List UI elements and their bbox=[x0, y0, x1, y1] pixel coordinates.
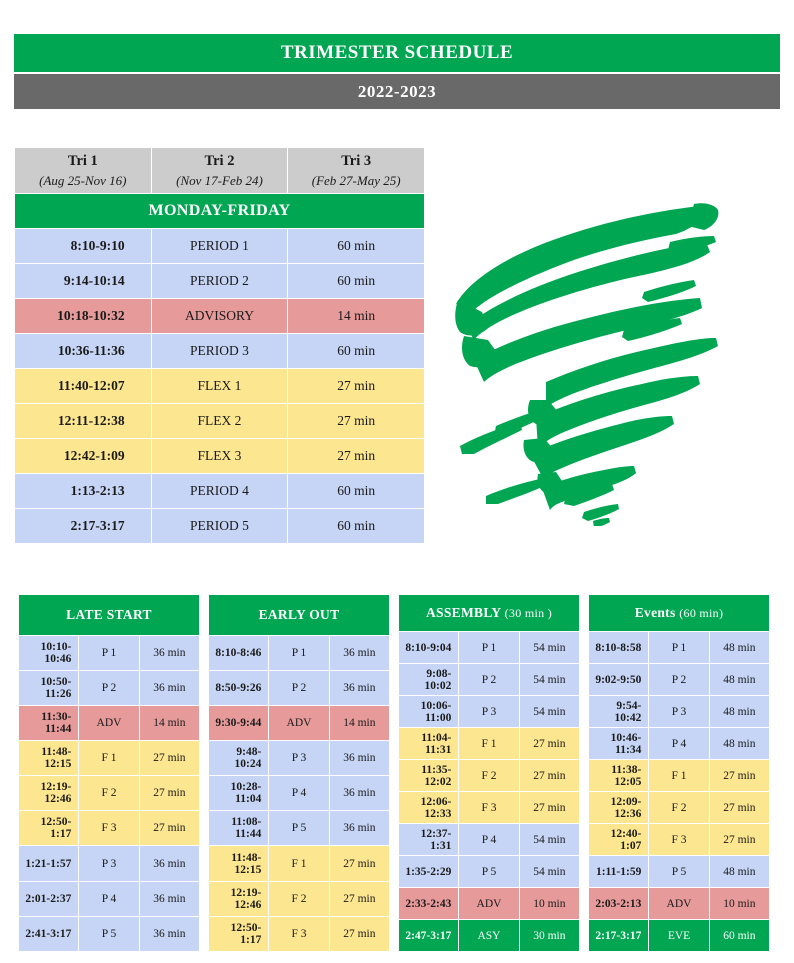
alt-schedule-row bbox=[19, 776, 200, 811]
alt-period-duration: 48 min bbox=[709, 664, 769, 696]
schedule-row bbox=[15, 369, 425, 404]
alt-period-code: P 4 bbox=[79, 881, 139, 916]
alt-period-time: 12:06-12:33 bbox=[399, 792, 459, 824]
alt-period-duration: 27 min bbox=[709, 824, 769, 856]
alt-period-code: ADV bbox=[459, 888, 519, 920]
alt-schedule-title-text: LATE START bbox=[66, 606, 152, 622]
alt-period-code: ADV bbox=[79, 705, 139, 740]
alt-schedule-table-1 bbox=[18, 594, 200, 952]
alt-period-duration: 48 min bbox=[709, 856, 769, 888]
alt-period-time: 9:54-10:42 bbox=[589, 696, 649, 728]
alt-schedule-title bbox=[589, 595, 770, 632]
alt-period-duration: 27 min bbox=[329, 846, 389, 881]
period-duration: 60 min bbox=[288, 509, 425, 544]
alt-schedule-row bbox=[19, 635, 200, 670]
alt-period-code: P 1 bbox=[459, 632, 519, 664]
alt-period-duration: 36 min bbox=[139, 881, 199, 916]
trimester-name: Tri 1 bbox=[67, 153, 98, 169]
period-label: PERIOD 3 bbox=[151, 334, 288, 369]
period-label: FLEX 2 bbox=[151, 404, 288, 439]
trimester-cell-1 bbox=[15, 148, 152, 194]
alt-period-time: 8:10-8:58 bbox=[589, 632, 649, 664]
alt-period-code: P 2 bbox=[269, 670, 329, 705]
trimester-name: Tri 2 bbox=[204, 153, 235, 169]
green-scribble-tornado-logo bbox=[448, 196, 748, 526]
alt-period-time: 12:37-1:31 bbox=[399, 824, 459, 856]
alt-schedule-row bbox=[209, 705, 390, 740]
trimester-cell-3 bbox=[288, 148, 425, 194]
alt-schedule-row bbox=[399, 760, 580, 792]
alt-schedule-row bbox=[399, 696, 580, 728]
alt-period-duration: 54 min bbox=[519, 696, 579, 728]
alt-period-time: 2:03-2:13 bbox=[589, 888, 649, 920]
alt-schedule-row bbox=[209, 916, 390, 951]
alt-period-time: 11:38-12:05 bbox=[589, 760, 649, 792]
alt-schedule-row bbox=[399, 728, 580, 760]
alt-period-duration: 14 min bbox=[329, 705, 389, 740]
alt-period-duration: 54 min bbox=[519, 632, 579, 664]
alt-period-duration: 27 min bbox=[519, 792, 579, 824]
alt-period-code: ASY bbox=[459, 920, 519, 952]
alt-schedule-row bbox=[399, 792, 580, 824]
period-duration: 60 min bbox=[288, 474, 425, 509]
trimester-cell-2 bbox=[151, 148, 288, 194]
alt-period-time: 12:09-12:36 bbox=[589, 792, 649, 824]
alt-period-duration: 48 min bbox=[709, 728, 769, 760]
alt-period-time: 12:50-1:17 bbox=[19, 811, 79, 846]
alt-period-code: ADV bbox=[269, 705, 329, 740]
alt-schedule-row bbox=[209, 811, 390, 846]
alt-schedule-row bbox=[399, 664, 580, 696]
alt-schedule-row bbox=[209, 670, 390, 705]
alt-schedule-row bbox=[209, 741, 390, 776]
alt-period-code: P 3 bbox=[459, 696, 519, 728]
period-duration: 60 min bbox=[288, 334, 425, 369]
period-label: FLEX 3 bbox=[151, 439, 288, 474]
alt-period-code: P 2 bbox=[79, 670, 139, 705]
alt-schedule-row bbox=[19, 670, 200, 705]
period-duration: 14 min bbox=[288, 299, 425, 334]
period-time: 10:18-10:32 bbox=[15, 299, 152, 334]
alt-period-time: 11:35-12:02 bbox=[399, 760, 459, 792]
alt-period-duration: 48 min bbox=[709, 696, 769, 728]
alt-period-duration: 36 min bbox=[139, 670, 199, 705]
alt-schedule-header-row bbox=[589, 595, 770, 632]
alt-schedule-header-row bbox=[209, 595, 390, 636]
alt-period-duration: 27 min bbox=[329, 881, 389, 916]
alt-period-time: 11:08-11:44 bbox=[209, 811, 269, 846]
period-duration: 27 min bbox=[288, 369, 425, 404]
alternate-schedules-row bbox=[18, 594, 778, 952]
alt-period-time: 1:21-1:57 bbox=[19, 846, 79, 881]
period-duration: 60 min bbox=[288, 264, 425, 299]
period-time: 8:10-9:10 bbox=[15, 229, 152, 264]
alt-schedule-header-row bbox=[399, 595, 580, 632]
schedule-row bbox=[15, 264, 425, 299]
alt-period-duration: 27 min bbox=[709, 760, 769, 792]
alt-period-duration: 48 min bbox=[709, 632, 769, 664]
alt-schedule-row bbox=[19, 881, 200, 916]
alt-schedule-row bbox=[589, 888, 770, 920]
alt-period-duration: 27 min bbox=[329, 916, 389, 951]
alt-period-duration: 36 min bbox=[329, 635, 389, 670]
alt-period-duration: 36 min bbox=[329, 776, 389, 811]
alt-period-code: F 1 bbox=[459, 728, 519, 760]
alt-period-code: F 3 bbox=[649, 824, 709, 856]
main-schedule-table bbox=[14, 147, 425, 544]
alt-schedule-title bbox=[399, 595, 580, 632]
alt-period-time: 8:50-9:26 bbox=[209, 670, 269, 705]
schedule-row bbox=[15, 334, 425, 369]
alt-period-code: F 1 bbox=[649, 760, 709, 792]
period-time: 2:17-3:17 bbox=[15, 509, 152, 544]
alt-schedule-row bbox=[19, 741, 200, 776]
alt-period-duration: 36 min bbox=[329, 741, 389, 776]
period-time: 9:14-10:14 bbox=[15, 264, 152, 299]
alt-schedule-title bbox=[209, 595, 390, 636]
alt-period-code: F 2 bbox=[79, 776, 139, 811]
page-title: TRIMESTER SCHEDULE bbox=[14, 34, 780, 72]
alt-period-code: P 4 bbox=[649, 728, 709, 760]
alt-period-duration: 27 min bbox=[139, 741, 199, 776]
alt-schedule-row bbox=[589, 824, 770, 856]
alt-period-time: 10:28-11:04 bbox=[209, 776, 269, 811]
alt-period-time: 9:48-10:24 bbox=[209, 741, 269, 776]
alt-period-time: 1:11-1:59 bbox=[589, 856, 649, 888]
alt-period-code: F 2 bbox=[459, 760, 519, 792]
school-year-subtitle: 2022-2023 bbox=[14, 74, 780, 109]
alt-period-duration: 36 min bbox=[329, 670, 389, 705]
trimester-dates: (Aug 25-Nov 16) bbox=[39, 172, 127, 188]
alt-period-duration: 27 min bbox=[709, 792, 769, 824]
alt-schedule-row bbox=[399, 888, 580, 920]
alt-period-code: EVE bbox=[649, 920, 709, 952]
period-duration: 27 min bbox=[288, 404, 425, 439]
period-time: 11:40-12:07 bbox=[15, 369, 152, 404]
alt-period-duration: 10 min bbox=[519, 888, 579, 920]
schedule-row bbox=[15, 229, 425, 264]
alt-schedule-title-sub: (60 min) bbox=[679, 606, 724, 620]
alt-period-code: P 2 bbox=[459, 664, 519, 696]
schedule-row bbox=[15, 404, 425, 439]
period-duration: 27 min bbox=[288, 439, 425, 474]
alt-period-code: F 3 bbox=[79, 811, 139, 846]
alt-schedule-header-row bbox=[19, 595, 200, 636]
alt-schedule-row bbox=[19, 916, 200, 951]
alt-period-duration: 10 min bbox=[709, 888, 769, 920]
alt-period-duration: 27 min bbox=[519, 760, 579, 792]
alt-schedule-title-text: EARLY OUT bbox=[258, 606, 340, 622]
alt-period-time: 11:30-11:44 bbox=[19, 705, 79, 740]
alt-period-time: 8:10-9:04 bbox=[399, 632, 459, 664]
alt-period-code: P 1 bbox=[79, 635, 139, 670]
alt-period-duration: 36 min bbox=[139, 846, 199, 881]
period-duration: 60 min bbox=[288, 229, 425, 264]
period-label: PERIOD 4 bbox=[151, 474, 288, 509]
trimester-dates: (Nov 17-Feb 24) bbox=[176, 172, 263, 188]
alt-period-code: F 1 bbox=[269, 846, 329, 881]
alt-schedule-row bbox=[589, 728, 770, 760]
period-label: PERIOD 5 bbox=[151, 509, 288, 544]
alt-period-time: 8:10-8:46 bbox=[209, 635, 269, 670]
alt-period-time: 2:47-3:17 bbox=[399, 920, 459, 952]
period-time: 12:42-1:09 bbox=[15, 439, 152, 474]
schedule-row bbox=[15, 439, 425, 474]
alt-schedule-row bbox=[589, 696, 770, 728]
alt-schedule-row bbox=[209, 776, 390, 811]
alt-schedule-row bbox=[19, 811, 200, 846]
alt-schedule-row bbox=[589, 760, 770, 792]
schedule-row bbox=[15, 474, 425, 509]
alt-period-time: 12:19-12:46 bbox=[19, 776, 79, 811]
alt-period-code: F 3 bbox=[269, 916, 329, 951]
alt-period-duration: 27 min bbox=[519, 728, 579, 760]
days-header-row bbox=[15, 194, 425, 229]
alt-schedule-row bbox=[399, 632, 580, 664]
schedule-row bbox=[15, 299, 425, 334]
alt-period-duration: 36 min bbox=[139, 635, 199, 670]
period-label: FLEX 1 bbox=[151, 369, 288, 404]
alt-period-code: ADV bbox=[649, 888, 709, 920]
period-label: PERIOD 1 bbox=[151, 229, 288, 264]
alt-period-code: P 3 bbox=[79, 846, 139, 881]
alt-period-duration: 30 min bbox=[519, 920, 579, 952]
alt-schedule-title-text: ASSEMBLY bbox=[426, 605, 501, 620]
alt-period-duration: 36 min bbox=[139, 916, 199, 951]
alt-schedule-row bbox=[399, 824, 580, 856]
alt-schedule-row bbox=[589, 856, 770, 888]
alt-period-code: P 5 bbox=[79, 916, 139, 951]
alt-period-code: P 1 bbox=[649, 632, 709, 664]
alt-schedule-title-text: Events bbox=[634, 605, 676, 620]
alt-period-code: P 5 bbox=[459, 856, 519, 888]
alt-period-code: P 3 bbox=[269, 741, 329, 776]
alt-period-code: P 2 bbox=[649, 664, 709, 696]
alt-period-code: P 5 bbox=[269, 811, 329, 846]
alt-period-time: 11:04-11:31 bbox=[399, 728, 459, 760]
alt-schedule-table-3 bbox=[398, 594, 580, 952]
trimester-header-row bbox=[15, 148, 425, 194]
alt-period-time: 10:06-11:00 bbox=[399, 696, 459, 728]
alt-schedule-row bbox=[399, 856, 580, 888]
alt-period-duration: 27 min bbox=[139, 811, 199, 846]
alt-period-code: P 4 bbox=[269, 776, 329, 811]
alt-period-code: P 1 bbox=[269, 635, 329, 670]
alt-schedule-row bbox=[19, 846, 200, 881]
alt-period-duration: 54 min bbox=[519, 664, 579, 696]
alt-period-duration: 54 min bbox=[519, 856, 579, 888]
alt-period-duration: 14 min bbox=[139, 705, 199, 740]
alt-period-code: P 4 bbox=[459, 824, 519, 856]
alt-schedule-title bbox=[19, 595, 200, 636]
alt-period-time: 2:01-2:37 bbox=[19, 881, 79, 916]
alt-schedule-row bbox=[399, 920, 580, 952]
alt-period-code: F 1 bbox=[79, 741, 139, 776]
period-label: PERIOD 2 bbox=[151, 264, 288, 299]
alt-period-time: 9:08-10:02 bbox=[399, 664, 459, 696]
alt-schedule-row bbox=[589, 920, 770, 952]
alt-period-code: P 5 bbox=[649, 856, 709, 888]
alt-period-time: 12:19-12:46 bbox=[209, 881, 269, 916]
alt-schedule-row bbox=[589, 664, 770, 696]
alt-period-time: 11:48-12:15 bbox=[19, 741, 79, 776]
period-time: 1:13-2:13 bbox=[15, 474, 152, 509]
alt-period-time: 10:46-11:34 bbox=[589, 728, 649, 760]
alt-period-time: 2:41-3:17 bbox=[19, 916, 79, 951]
alt-period-duration: 27 min bbox=[139, 776, 199, 811]
alt-schedule-table-2 bbox=[208, 594, 390, 952]
period-label: ADVISORY bbox=[151, 299, 288, 334]
alt-schedule-row bbox=[19, 705, 200, 740]
trimester-dates: (Feb 27-May 25) bbox=[311, 172, 401, 188]
alt-schedule-row bbox=[209, 881, 390, 916]
period-time: 10:36-11:36 bbox=[15, 334, 152, 369]
alt-schedule-table-4 bbox=[588, 594, 770, 952]
alt-period-time: 1:35-2:29 bbox=[399, 856, 459, 888]
alt-period-time: 9:02-9:50 bbox=[589, 664, 649, 696]
alt-period-duration: 60 min bbox=[709, 920, 769, 952]
alt-period-time: 12:40-1:07 bbox=[589, 824, 649, 856]
alt-period-code: P 3 bbox=[649, 696, 709, 728]
alt-period-duration: 54 min bbox=[519, 824, 579, 856]
alt-period-duration: 36 min bbox=[329, 811, 389, 846]
alt-period-time: 2:17-3:17 bbox=[589, 920, 649, 952]
schedule-row bbox=[15, 509, 425, 544]
alt-period-time: 10:10-10:46 bbox=[19, 635, 79, 670]
alt-period-time: 9:30-9:44 bbox=[209, 705, 269, 740]
alt-schedule-row bbox=[209, 846, 390, 881]
alt-period-code: F 3 bbox=[459, 792, 519, 824]
alt-period-time: 11:48-12:15 bbox=[209, 846, 269, 881]
alt-period-code: F 2 bbox=[649, 792, 709, 824]
alt-schedule-title-sub: (30 min ) bbox=[504, 606, 552, 620]
alt-period-time: 10:50-11:26 bbox=[19, 670, 79, 705]
alt-period-code: F 2 bbox=[269, 881, 329, 916]
days-label: MONDAY-FRIDAY bbox=[15, 194, 425, 229]
alt-period-time: 12:50-1:17 bbox=[209, 916, 269, 951]
period-time: 12:11-12:38 bbox=[15, 404, 152, 439]
alt-schedule-row bbox=[209, 635, 390, 670]
page-banner bbox=[14, 34, 780, 109]
alt-schedule-row bbox=[589, 632, 770, 664]
trimester-name: Tri 3 bbox=[341, 153, 372, 169]
alt-period-time: 2:33-2:43 bbox=[399, 888, 459, 920]
alt-schedule-row bbox=[589, 792, 770, 824]
